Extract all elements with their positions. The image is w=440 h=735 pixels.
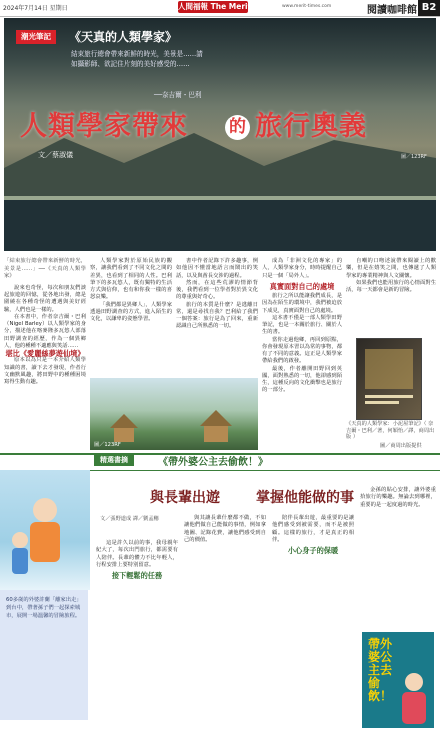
illustration-caption: 60多歲的外婆許蘭「離家出走」到台中，帶著孫子們一起探索城市，展開一場溫馨的冒險旅程。 (6, 597, 82, 619)
face (33, 498, 57, 522)
shoreline (4, 196, 436, 200)
excerpt-headline-part1: 與長輩出遊 (150, 490, 220, 506)
paragraph: 成為「非洲文化的專家」的人，人類學家身分，時時提醒自己只是一個「局外人」。 (262, 258, 342, 279)
paragraph: 這本書不僅是一部人類學田野筆記，也是一本關於旅行、關於人生的書。 (262, 314, 342, 336)
series-title: 《天真的人類學家》 (69, 30, 178, 44)
figure-body (30, 522, 60, 562)
article-column-1 (4, 258, 86, 450)
paragraph: 旅行的本質是什麼？是逃離日常，還是尋找自我？巴利給了我們一個答案：旅行是為了回來，重新認識自己所熟悉的一切。 (176, 301, 258, 330)
hut-wall (204, 426, 228, 442)
excerpt-column-1 (96, 540, 178, 730)
section-title: 《帶外婆公主去偷飲！》 (158, 457, 268, 468)
paragraph: 當你走過他鄉，再回到原點，你會發現原本習以為常的事物，都有了不同的意義。這正是人類學家帶給我們的啟發。 (262, 336, 342, 365)
headline-part1: 人類學家帶來 (20, 111, 188, 142)
book-cover-art (357, 339, 421, 419)
cover-graphic (365, 349, 413, 389)
lake (4, 198, 436, 251)
section-name: 閱讀咖啡館 (367, 5, 417, 16)
book-caption: 《天真的人類學家：小泥屋筆記》（ 奈吉爾・巴利／著，何穎怡／譯，商周出版 ） (346, 421, 435, 440)
page-number: B2 (418, 0, 440, 16)
newspaper-url: www.merit-times.com (282, 4, 332, 9)
hero-banner (4, 18, 436, 251)
field-photo-credit: 圖／123RF (94, 442, 121, 448)
paragraph: 人類學家對於原始民族的觀察，讓我們看到了不同文化之間的差異，也看到了相同的人性。巴利筆下的多瓦悠人，既有獨特的生活方式與信仰，也有和你我一樣的喜怒哀樂。 (90, 258, 172, 301)
grandma-figure-illustration (396, 670, 432, 726)
paragraph: 在本書中，作者奈吉爾・巴利（Nigel Barley）以人類學家的身分，描述他在喀麥隆多瓦悠人部落田野調查的經歷，作為一個異鄉人，他的種種不適應與笑話…… (4, 313, 86, 349)
paragraph: 陪伴長輩出遊，最重要的是讓他們感受到被需要，而不是被照顧。這樣的旅行，才是真正的相伴。 (272, 515, 354, 543)
headline-particle: 的 (225, 115, 250, 140)
subheading: 接下輕鬆的任務 (111, 571, 163, 580)
village-scene-illustration (90, 378, 258, 450)
hut-roof (200, 410, 232, 426)
paragraph: 最後，作者離開田野回到英國，面對熟悉的一切，他卻感到陌生，這種反向的文化衝擊也是旅行的一部分。 (262, 365, 342, 394)
paragraph: 說來也奇怪，每次和朋友們談起旅遊的回憶，從各地出發，總是圍繞在各種奇怪的遭遇與美好經驗，人們也是一樣的。 (4, 284, 86, 313)
book-title: 帶外婆公主去偷飲！ (368, 637, 393, 703)
paragraph: 與其讓長輩什麼都不做，不如讓他們做自己能做的事情，例如拿地圖、記錄花費，讓他們感受到自己的價值。 (184, 515, 266, 543)
illustration-photo (0, 470, 90, 590)
paragraph: 然而，在這些荒謬的情節背後，我們看到一位學者對於異文化的尊重與好奇心。 (176, 279, 258, 301)
people-illustration (0, 470, 90, 590)
subheading: 小心身子的保暖 (287, 546, 339, 555)
excerpt-column-2 (184, 515, 266, 730)
headline-part2: 旅行奧義 (255, 111, 367, 142)
article-column-4 (262, 258, 342, 450)
paragraph: 旅行之所以能讓我們成長，是因為在陌生的環境中，我們被迫放下成見，真實面對自己的處境。 (262, 293, 342, 314)
paragraph: 自嘲的口吻述說帶來閱讀上的歡樂，但是在嬉笑之間，也傳遞了人類學家的專業精神與人文關懷。 (346, 258, 436, 279)
column-badge: 潮光筆記 (16, 30, 56, 44)
paragraph: 書中作者記錄下許多趣事，例如他因不懂當地語言而鬧出的笑話，以及與酋長交涉的過程。 (176, 258, 258, 279)
section-tag: 精選書摘 (94, 455, 134, 466)
newspaper-logo: 人間福報 The Merit Times (178, 2, 279, 11)
book-cover-grandma (362, 632, 434, 728)
excerpt-headline-part2: 掌握他能做的事 (256, 490, 354, 506)
figure-body (12, 548, 28, 574)
excerpt-column-3 (272, 515, 354, 730)
article-column-5 (346, 258, 436, 338)
book-credit: 圖／商周出版提供 (380, 443, 422, 449)
issue-date: 2024年7月14日 星期日 (3, 5, 68, 12)
figure-body (402, 692, 426, 724)
excerpt-column-4 (360, 487, 436, 627)
cover-rule (365, 395, 413, 398)
hut-roof (110, 414, 138, 428)
paragraph: 如果我們也能用旅行的心情面對生活，每一天都會是新的冒險。 (346, 279, 436, 293)
intro-quote: 結束旅行總會帶來新鮮的時光，美景是……請如攝影師、欲記住片刻的美好感受的…… (71, 50, 203, 68)
paragraph: 這是許久以前的事，我母親年紀大了，每次出門旅行，都需要有人陪伴。長輩的體力不比年輕人，行程安排上要特別留意。 (96, 540, 178, 568)
intro-signature: ──奈吉爾・巴利 (154, 91, 202, 99)
paragraph: 原本以為只是一本介紹人類學知識的書，讀下去才發現，作者行文幽默風趣，將田野中的種種困境寫得生動有趣。 (4, 357, 86, 386)
hut-wall (114, 428, 134, 442)
excerpt-byline: 文／張野道成 譯／劉孟穗 (100, 516, 159, 522)
book-cover-anthropologist (356, 338, 422, 420)
article-byline: 文／蔡淑儀 (38, 151, 73, 159)
subheading: 堪比《愛麗絲夢遊仙境》 (5, 349, 85, 359)
article-column-3-top (176, 258, 258, 375)
cover-rule (365, 401, 399, 404)
paragraph: 金孫的貼心安排，讓外婆重拾旅行的樂趣。無論去到哪裡，重要的是一起度過的時光。 (360, 487, 436, 508)
mountain-lake-illustration (4, 128, 436, 251)
pull-quote: 「結束旅行總會帶來新鮮的時光，美景是……」──《天真的人類學家》 (4, 258, 86, 280)
paragraph: 「我們都是異鄉人」，人類學家透過田野調查的方式，進入陌生的文化，以謙卑的姿態學習。 (90, 301, 172, 322)
field-photo (90, 378, 258, 450)
hero-photo-credit: 圖／123RF (401, 154, 427, 160)
face (405, 673, 423, 691)
face (12, 532, 28, 548)
article-column-2-top (90, 258, 172, 375)
subheading: 真實面對自己的處境 (269, 281, 335, 291)
